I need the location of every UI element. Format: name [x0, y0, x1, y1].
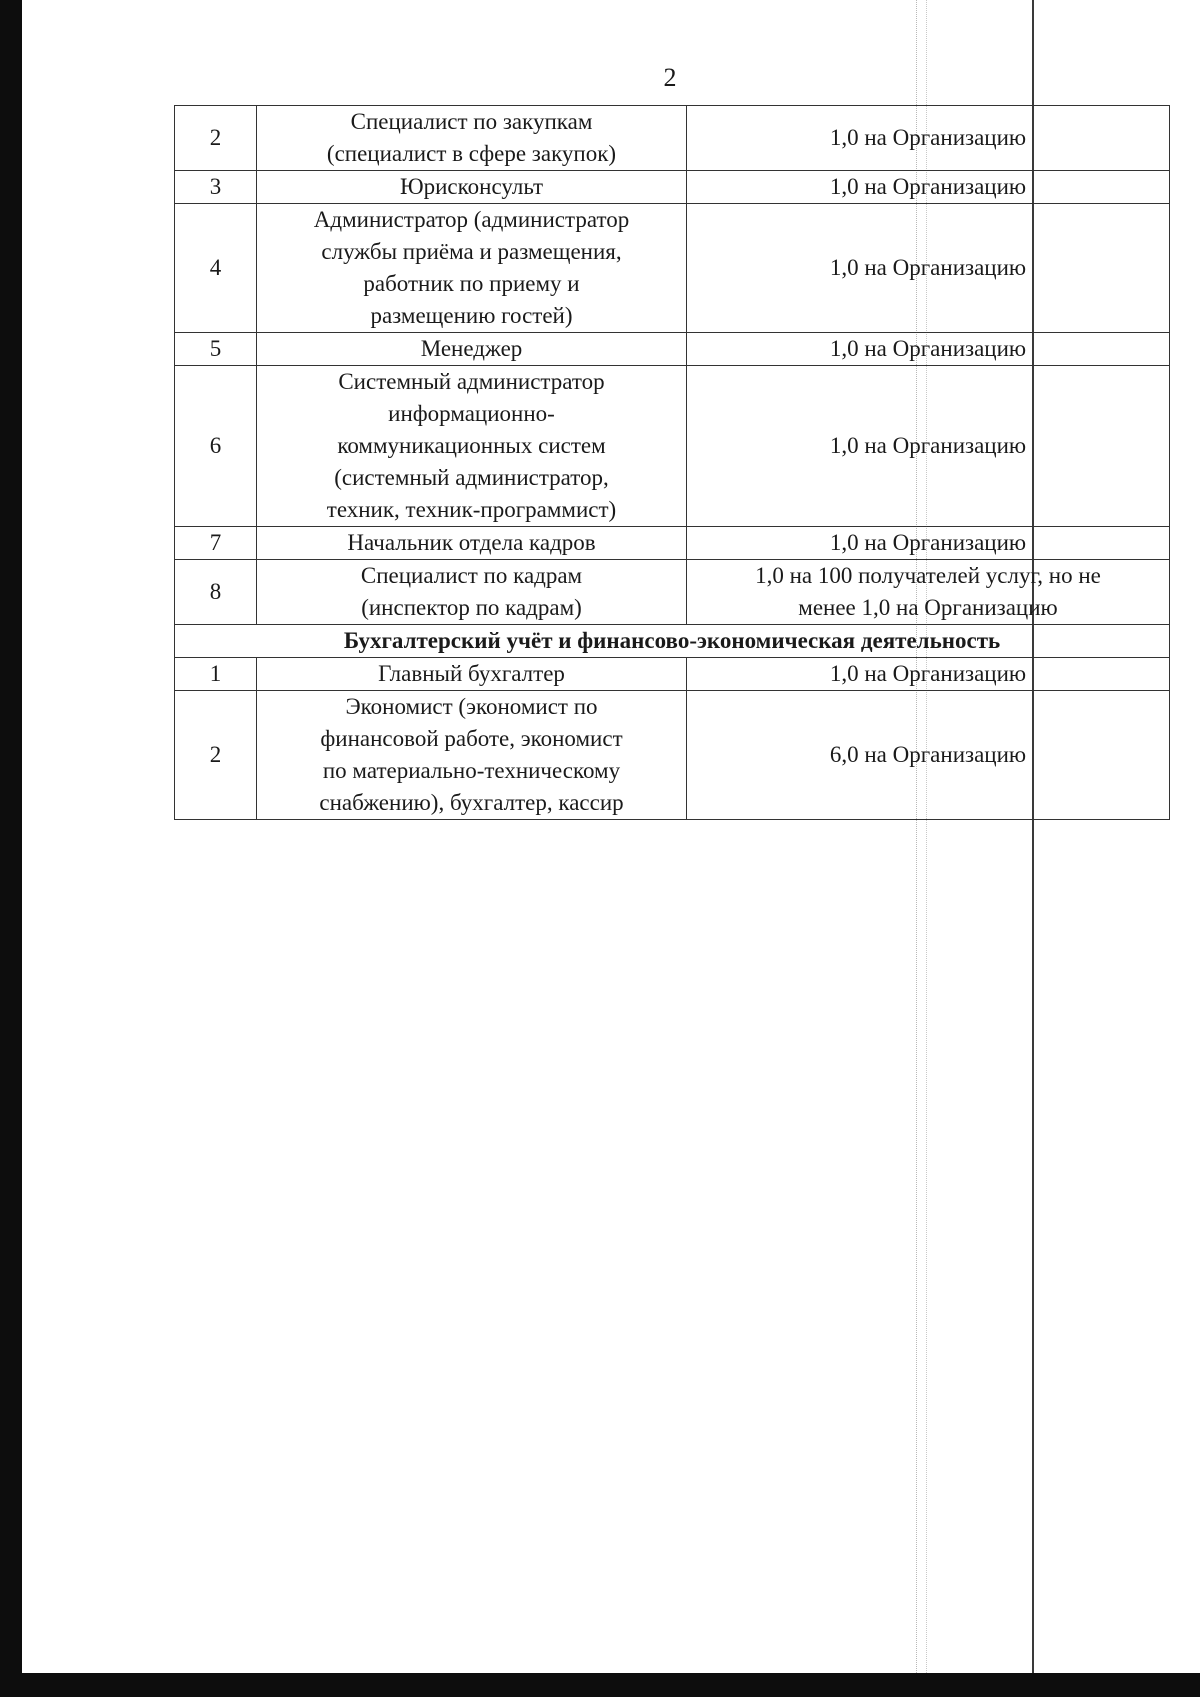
row-number: 2	[175, 691, 257, 820]
row-number: 5	[175, 333, 257, 366]
table-row	[175, 691, 1170, 820]
row-number: 1	[175, 658, 257, 691]
position-name: Менеджер	[257, 333, 687, 366]
position-name: Юрисконсульт	[257, 171, 687, 204]
position-name: Администратор (администратор службы приёма и размещения, работник по приему и размещению гостей)	[257, 204, 687, 333]
scan-edge-bottom	[0, 1673, 1200, 1697]
staffing-norm: 1,0 на 100 получателей услуг, но не менее 1,0 на Организацию	[687, 560, 1170, 625]
position-name: Специалист по закупкам (специалист в сфере закупок)	[257, 106, 687, 171]
row-number: 3	[175, 171, 257, 204]
staffing-norm: 6,0 на Организацию	[687, 691, 1170, 820]
staffing-norm: 1,0 на Организацию	[687, 106, 1170, 171]
staffing-norm: 1,0 на Организацию	[687, 333, 1170, 366]
position-name: Специалист по кадрам (инспектор по кадрам)	[257, 560, 687, 625]
page-number: 2	[663, 63, 677, 92]
position-name: Экономист (экономист по финансовой работе, экономист по материально-техническому снабжению), бухгалтер, кассир	[257, 691, 687, 820]
table-row	[175, 366, 1170, 527]
table-row	[175, 171, 1170, 204]
staffing-norm: 1,0 на Организацию	[687, 658, 1170, 691]
table-row	[175, 106, 1170, 171]
table-row	[175, 560, 1170, 625]
staffing-norm: 1,0 на Организацию	[687, 204, 1170, 333]
position-name: Начальник отдела кадров	[257, 527, 687, 560]
row-number: 7	[175, 527, 257, 560]
table-row	[175, 333, 1170, 366]
section-header-row	[175, 625, 1170, 658]
row-number: 8	[175, 560, 257, 625]
position-name: Системный администратор информационно- коммуникационных систем (системный администратор, техник, техник-программист)	[257, 366, 687, 527]
staff-norms-table	[174, 105, 1170, 820]
scan-edge-left	[0, 0, 22, 1697]
table-row	[175, 204, 1170, 333]
section-title: Бухгалтерский учёт и финансово-экономическая деятельность	[175, 625, 1170, 658]
staffing-norm: 1,0 на Организацию	[687, 366, 1170, 527]
row-number: 2	[175, 106, 257, 171]
table-row	[175, 658, 1170, 691]
table-body	[175, 106, 1170, 820]
row-number: 6	[175, 366, 257, 527]
position-name: Главный бухгалтер	[257, 658, 687, 691]
row-number: 4	[175, 204, 257, 333]
staffing-norm: 1,0 на Организацию	[687, 527, 1170, 560]
staffing-norm: 1,0 на Организацию	[687, 171, 1170, 204]
table-row	[175, 527, 1170, 560]
